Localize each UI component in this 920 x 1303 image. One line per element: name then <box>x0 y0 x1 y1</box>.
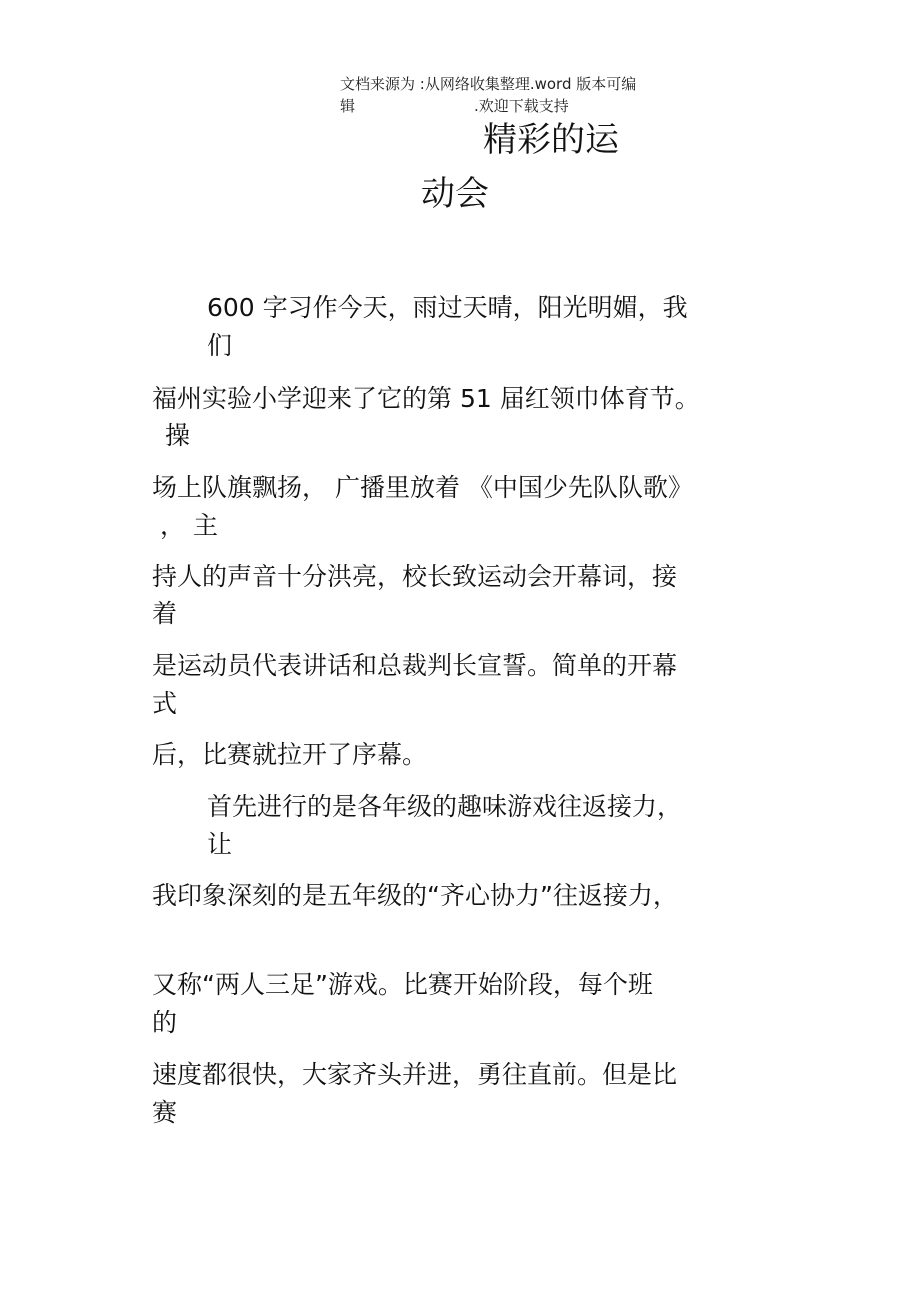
body-line: 后，比赛就拉开了序幕。 <box>152 740 428 769</box>
body-line: 速度都很快，大家齐头并进，勇往直前。但是比 <box>152 1060 678 1089</box>
body-line: 的 <box>152 1008 178 1037</box>
body-line: 式 <box>152 689 178 718</box>
body-line: 600 字习作今天，雨过天晴，阳光明媚，我 <box>207 293 688 322</box>
body-line: 持人的声音十分洪亮，校长致运动会开幕词，接 <box>152 562 678 591</box>
body-line: 场上队旗飘扬， 广播里放着 《中国少先队队歌》 <box>152 473 693 502</box>
page-title-line-1: 精彩的运 <box>483 120 619 160</box>
body-line: 我印象深刻的是五年级的“齐心协力”往返接力， <box>152 881 678 910</box>
body-line: 是运动员代表讲话和总裁判长宣誓。简单的开幕 <box>152 651 678 680</box>
body-line: 又称“两人三足”游戏。比赛开始阶段，每个班 <box>152 970 653 999</box>
body-line: 让 <box>207 830 233 859</box>
body-line: 赛 <box>152 1098 178 1127</box>
body-line: 操 <box>165 421 191 450</box>
body-line: 着 <box>152 599 178 628</box>
page-title-line-2: 动会 <box>421 174 489 214</box>
header-edit-char: 辑 <box>340 97 356 115</box>
header-welcome-text: .欢迎下载支持 <box>474 97 569 115</box>
body-line: 们 <box>207 331 233 360</box>
body-line: ， 主 <box>160 511 218 540</box>
header-source-line: 文档来源为 :从网络收集整理.word 版本可编 <box>340 75 637 93</box>
body-line: 福州实验小学迎来了它的第 51 届红领巾体育节。 <box>152 384 700 413</box>
body-line: 首先进行的是各年级的趣味游戏往返接力， <box>207 792 683 821</box>
